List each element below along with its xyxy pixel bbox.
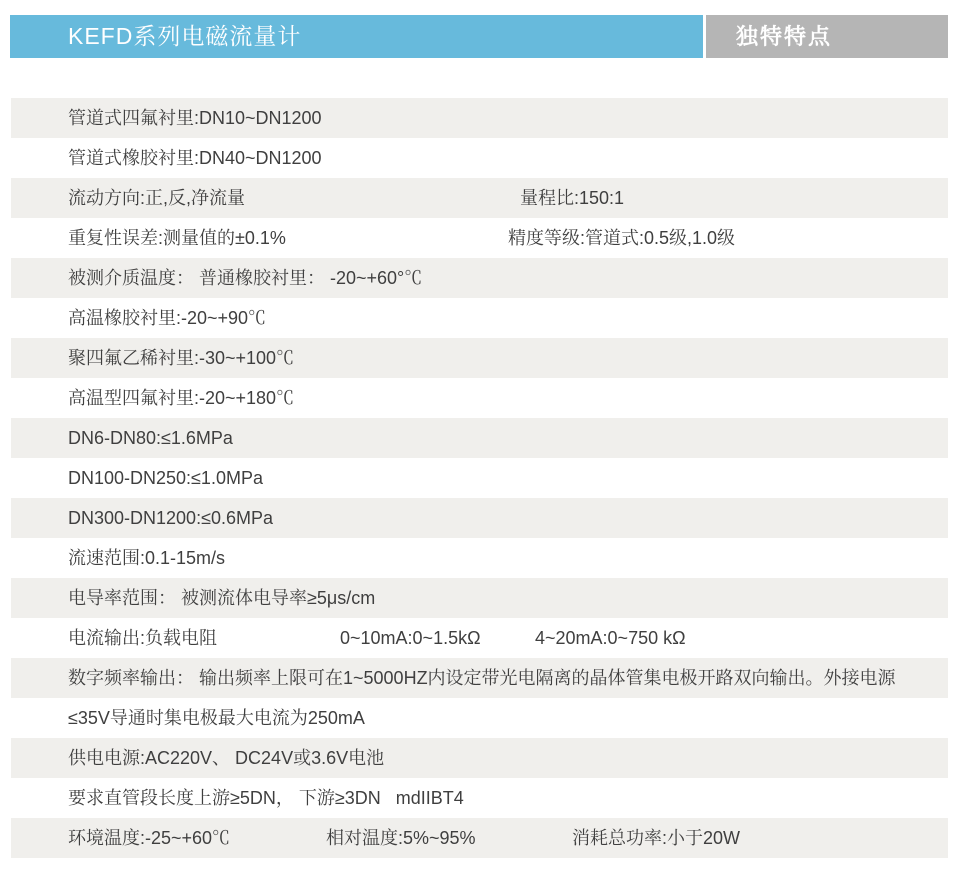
table-row [11,298,948,338]
spec-cell: DN100-DN250:≤1.0MPa [68,468,263,488]
table-row [11,218,948,258]
spec-cell: 流速范围:0.1-15m/s [68,548,226,568]
spec-cell: ≤35V导通时集电极最大电流为250mA [68,708,365,728]
table-row [11,778,948,818]
spec-cell: 电流输出:负载电阻 [68,628,218,648]
spec-cell: 供电电源:AC220V、 DC24V或3.6V电池 [68,748,385,768]
table-row [11,458,948,498]
spec-cell: 消耗总功率:小于20W [572,828,741,848]
spec-cell: 环境温度:-25~+60℃ [68,828,231,848]
spec-cell: DN300-DN1200:≤0.6MPa [68,508,273,528]
spec-cell: 重复性误差:测量值的±0.1% [68,228,286,248]
features-badge-tab[interactable]: 独特特点 [706,15,948,58]
spec-table [11,98,948,858]
table-row [11,138,948,178]
table-row [11,618,948,658]
table-row [11,98,948,138]
table-row [11,538,948,578]
page-title: KEFD系列电磁流量计 [10,15,703,58]
table-row [11,698,948,738]
table-row [11,818,948,858]
table-row [11,418,948,458]
spec-cell: 聚四氟乙稀衬里:-30~+100℃ [68,348,295,368]
spec-cell: 高温橡胶衬里:-20~+90℃ [68,308,267,328]
spec-cell: 高温型四氟衬里:-20~+180℃ [68,388,295,408]
table-row [11,738,948,778]
table-row [11,378,948,418]
table-row [11,178,948,218]
spec-cell: 被测介质温度： 普通橡胶衬里： -20~+60°℃ [68,268,423,288]
spec-cell: 管道式橡胶衬里:DN40~DN1200 [68,148,322,168]
spec-cell: 0~10mA:0~1.5kΩ [340,628,481,648]
spec-cell: 数字频率输出： 输出频率上限可在1~5000HZ内设定带光电隔离的晶体管集电极开路双向输出。外接电源 [68,668,896,688]
spec-cell: 量程比:150:1 [520,188,625,208]
table-row [11,658,948,698]
spec-cell: 要求直管段长度上游≥5DN， 下游≥3DN mdIIBT4 [68,788,464,808]
spec-cell: 精度等级:管道式:0.5级,1.0级 [508,228,736,248]
spec-cell: 电导率范围： 被测流体电导率≥5μs/cm [68,588,376,608]
spec-cell: 4~20mA:0~750 kΩ [535,628,686,648]
table-row [11,338,948,378]
table-row [11,498,948,538]
spec-cell: 流动方向:正,反,净流量 [68,188,246,208]
spec-cell: 相对温度:5%~95% [326,828,476,848]
table-row [11,258,948,298]
spec-cell: DN6-DN80:≤1.6MPa [68,428,233,448]
table-row [11,578,948,618]
spec-cell: 管道式四氟衬里:DN10~DN1200 [68,108,322,128]
